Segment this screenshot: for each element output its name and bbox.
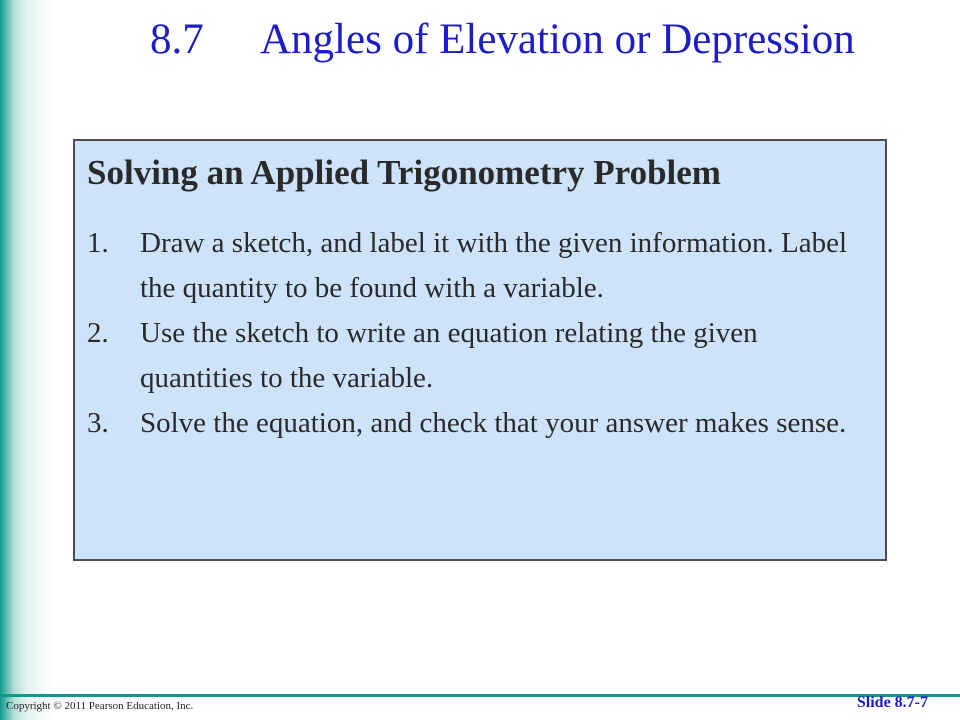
step-item [87, 401, 877, 446]
step-text: Solve the equation, and check that your answer makes sense. [140, 407, 847, 439]
step-item [87, 221, 877, 311]
section-number: 8.7 [150, 16, 204, 63]
title-text: Angles of Elevation or Depression [260, 16, 855, 63]
procedure-box [73, 139, 887, 561]
step-text: Use the sketch to write an equation relating the given quantities to the variable. [140, 317, 758, 394]
box-heading: Solving an Applied Trigonometry Problem [87, 153, 721, 192]
steps-list [87, 221, 877, 446]
step-number: 3. [87, 407, 109, 439]
left-accent-band [0, 0, 52, 720]
step-text: Draw a sketch, and label it with the given information. Label the quantity to be found with a variable. [140, 227, 848, 304]
copyright-notice: Copyright © 2011 Pearson Education, Inc. [6, 700, 194, 712]
slide-number: Slide 8.7-7 [856, 694, 928, 711]
step-item [87, 311, 877, 401]
step-number: 2. [87, 317, 109, 349]
slide-title [150, 14, 930, 66]
step-number: 1. [87, 227, 109, 259]
footer-rule [0, 694, 960, 697]
